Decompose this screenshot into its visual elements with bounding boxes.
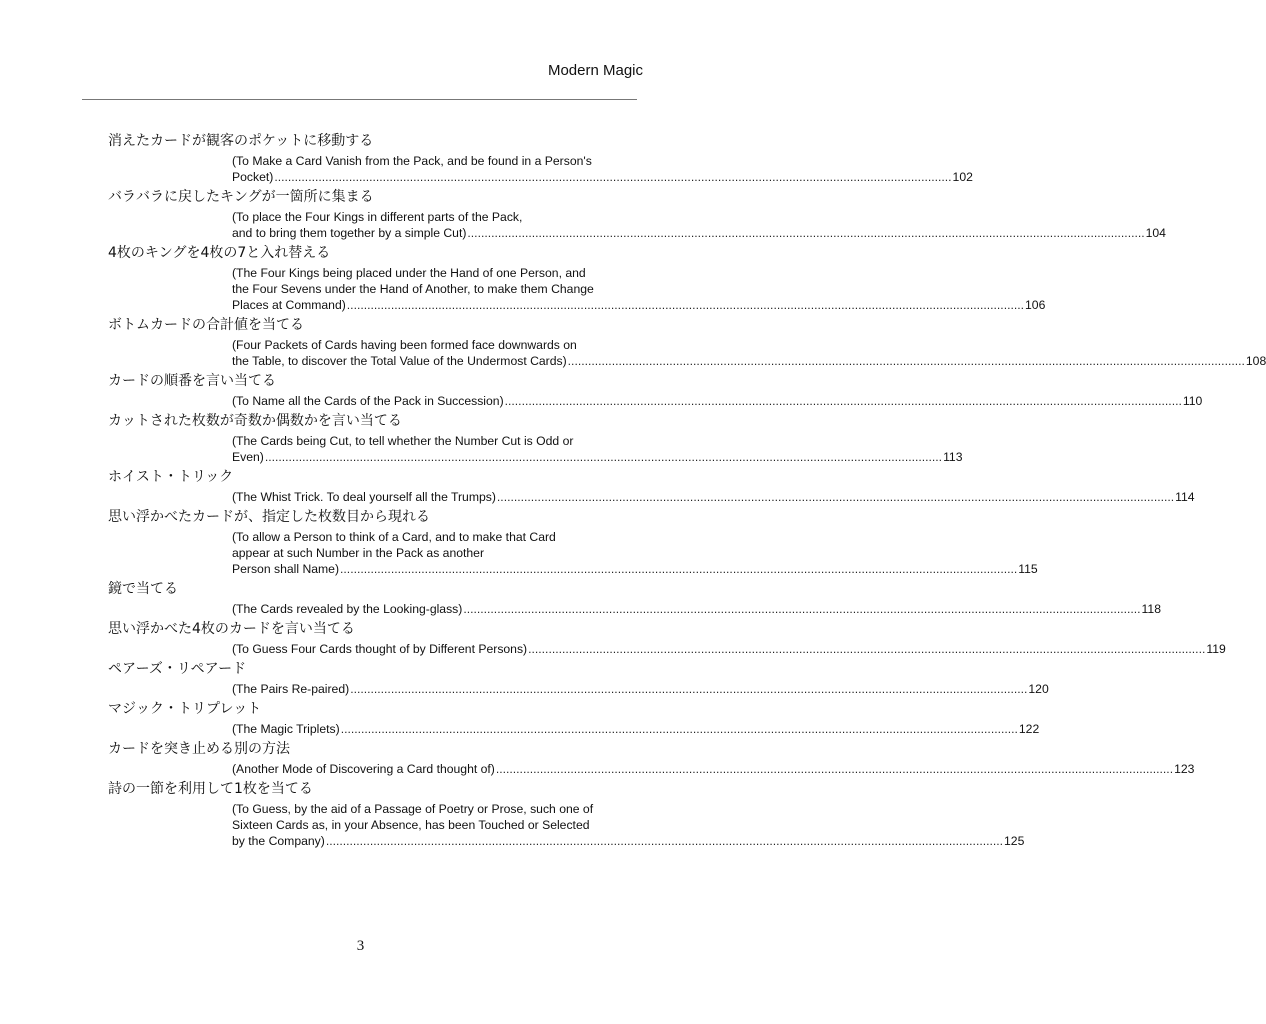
toc-entry-description	[232, 719, 1040, 739]
toc-page-number: 106	[1025, 298, 1046, 312]
toc-entry-description	[232, 639, 1226, 659]
toc-entry-description	[232, 679, 1049, 699]
toc-description-line: (The Pairs Re-paired)	[232, 682, 350, 696]
toc-page-number: 123	[1174, 762, 1195, 776]
toc-description-line: (To Make a Card Vanish from the Pack, and be found in a Person's	[232, 154, 592, 168]
toc-description-line: Even)	[232, 450, 264, 464]
toc-entry-description	[232, 263, 1046, 315]
toc-entry-description	[232, 207, 1166, 243]
toc-description-line: (The Four Kings being placed under the Hand of one Person, and	[232, 266, 586, 280]
toc-description-line: (To Guess Four Cards thought of by Different Persons)	[232, 642, 528, 656]
toc-entry	[108, 739, 1195, 779]
toc-entry-title: 詩の一節を利用して1枚を当てる	[108, 781, 313, 797]
toc-entry	[108, 619, 1226, 659]
toc-description-line: (The Magic Triplets)	[232, 722, 340, 736]
toc-page-number: 120	[1028, 682, 1049, 696]
header-rule	[82, 99, 637, 100]
toc-description-line: (The Cards being Cut, to tell whether the Number Cut is Odd or	[232, 434, 574, 448]
toc-description-line: the Table, to discover the Total Value of the Undermost Cards)	[232, 354, 567, 368]
toc-description-line: Pocket)	[232, 170, 274, 184]
dot-leader: ........................................................................................................................................................................................................	[274, 170, 952, 184]
toc-entry-title: ペアーズ・リペアード	[108, 661, 247, 677]
toc-entry	[108, 187, 1166, 243]
dot-leader: ........................................................................................................................................................................................................	[567, 354, 1245, 368]
toc-entry-title: 4枚のキングを4枚の7と入れ替える	[108, 245, 331, 261]
toc-description-line: (The Cards revealed by the Looking-glass)	[232, 602, 463, 616]
toc-description-line: (The Whist Trick. To deal yourself all the Trumps)	[232, 490, 496, 504]
toc-description-line: Person shall Name)	[232, 562, 340, 576]
toc-description-line: Places at Command)	[232, 298, 346, 312]
toc-entry	[108, 243, 1046, 315]
toc-entry-title: 消えたカードが観客のポケットに移動する	[108, 133, 374, 149]
toc-page-number: 115	[1018, 562, 1038, 576]
toc-entry-description	[232, 799, 1025, 851]
toc-entry	[108, 507, 1038, 579]
toc-page-number: 102	[952, 170, 973, 184]
page-number: 3	[356, 938, 365, 954]
dot-leader: ........................................................................................................................................................................................................	[325, 834, 1004, 848]
toc-description-line: (Four Packets of Cards having been formed face downwards on	[232, 338, 577, 352]
toc-entry	[108, 131, 973, 187]
toc-entry-title: 鏡で当てる	[108, 581, 178, 597]
toc-page-number: 110	[1182, 394, 1203, 408]
toc-entry-title: カットされた枚数が奇数か偶数かを言い当てる	[108, 413, 402, 429]
toc-description-line: (To Guess, by the aid of a Passage of Poetry or Prose, such one of	[232, 802, 594, 816]
dot-leader: ........................................................................................................................................................................................................	[496, 490, 1175, 504]
toc-description-line: (To place the Four Kings in different parts of the Pack,	[232, 210, 523, 224]
toc-page-number: 118	[1141, 602, 1161, 616]
dot-leader: ........................................................................................................................................................................................................	[350, 682, 1028, 696]
toc-entry-description	[232, 391, 1203, 411]
toc-entry	[108, 467, 1195, 507]
dot-leader: ........................................................................................................................................................................................................	[340, 722, 1018, 736]
toc-page-number: 104	[1145, 226, 1166, 240]
toc-description-line: the Four Sevens under the Hand of Another, to make them Change	[232, 282, 594, 296]
dot-leader: ........................................................................................................................................................................................................	[528, 642, 1206, 656]
toc-page-number: 113	[943, 450, 963, 464]
toc-entry-title: マジック・トリプレット	[108, 701, 262, 717]
dot-leader: ........................................................................................................................................................................................................	[504, 394, 1182, 408]
toc-entry-description	[232, 487, 1195, 507]
dot-leader: ........................................................................................................................................................................................................	[463, 602, 1141, 616]
toc-description-line: by the Company)	[232, 834, 325, 848]
toc-description-line: (To Name all the Cards of the Pack in Succession)	[232, 394, 504, 408]
toc-description-line: Sixteen Cards as, in your Absence, has been Touched or Selected	[232, 818, 590, 832]
toc-entry	[108, 371, 1203, 411]
dot-leader: ........................................................................................................................................................................................................	[340, 562, 1018, 576]
toc-page-number: 114	[1175, 490, 1195, 504]
toc-page-number: 119	[1206, 642, 1226, 656]
toc-entry-description	[232, 759, 1195, 779]
toc-page-number: 125	[1004, 834, 1025, 848]
dot-leader: ........................................................................................................................................................................................................	[264, 450, 943, 464]
toc-description-line: (Another Mode of Discovering a Card thought of)	[232, 762, 495, 776]
toc-entry-title: 思い浮かべた4枚のカードを言い当てる	[108, 621, 355, 637]
toc-entry-title: カードの順番を言い当てる	[108, 373, 276, 389]
toc-entry-description	[232, 599, 1161, 619]
toc-page-number: 122	[1018, 722, 1040, 736]
toc-entry-title: バラバラに戻したキングが一箇所に集まる	[108, 189, 374, 205]
dot-leader: ........................................................................................................................................................................................................	[346, 298, 1025, 312]
toc-entry-description	[232, 431, 963, 467]
toc-entry-description	[232, 527, 1038, 579]
toc-entry-title: カードを突き止める別の方法	[108, 741, 290, 757]
running-head-title: Modern Magic	[547, 62, 643, 79]
toc-page-number: 108	[1245, 354, 1266, 368]
toc-entry	[108, 315, 1266, 371]
toc-entry	[108, 411, 963, 467]
toc-entry-description	[232, 151, 973, 187]
toc-entry	[108, 699, 1040, 739]
toc-entry-title: 思い浮かべたカードが、指定した枚数目から現れる	[108, 509, 430, 525]
toc-entry-title: ホイスト・トリック	[108, 469, 234, 485]
table-of-contents	[108, 131, 1266, 851]
toc-entry-title: ボトムカードの合計値を当てる	[108, 317, 304, 333]
toc-entry-description	[232, 335, 1266, 371]
toc-description-line: (To allow a Person to think of a Card, and to make that Card	[232, 530, 556, 544]
dot-leader: ........................................................................................................................................................................................................	[495, 762, 1174, 776]
toc-entry	[108, 779, 1025, 851]
toc-entry	[108, 579, 1161, 619]
toc-description-line: appear at such Number in the Pack as another	[232, 546, 485, 560]
toc-description-line: and to bring them together by a simple Cut)	[232, 226, 467, 240]
dot-leader: ........................................................................................................................................................................................................	[467, 226, 1145, 240]
toc-entry	[108, 659, 1049, 699]
